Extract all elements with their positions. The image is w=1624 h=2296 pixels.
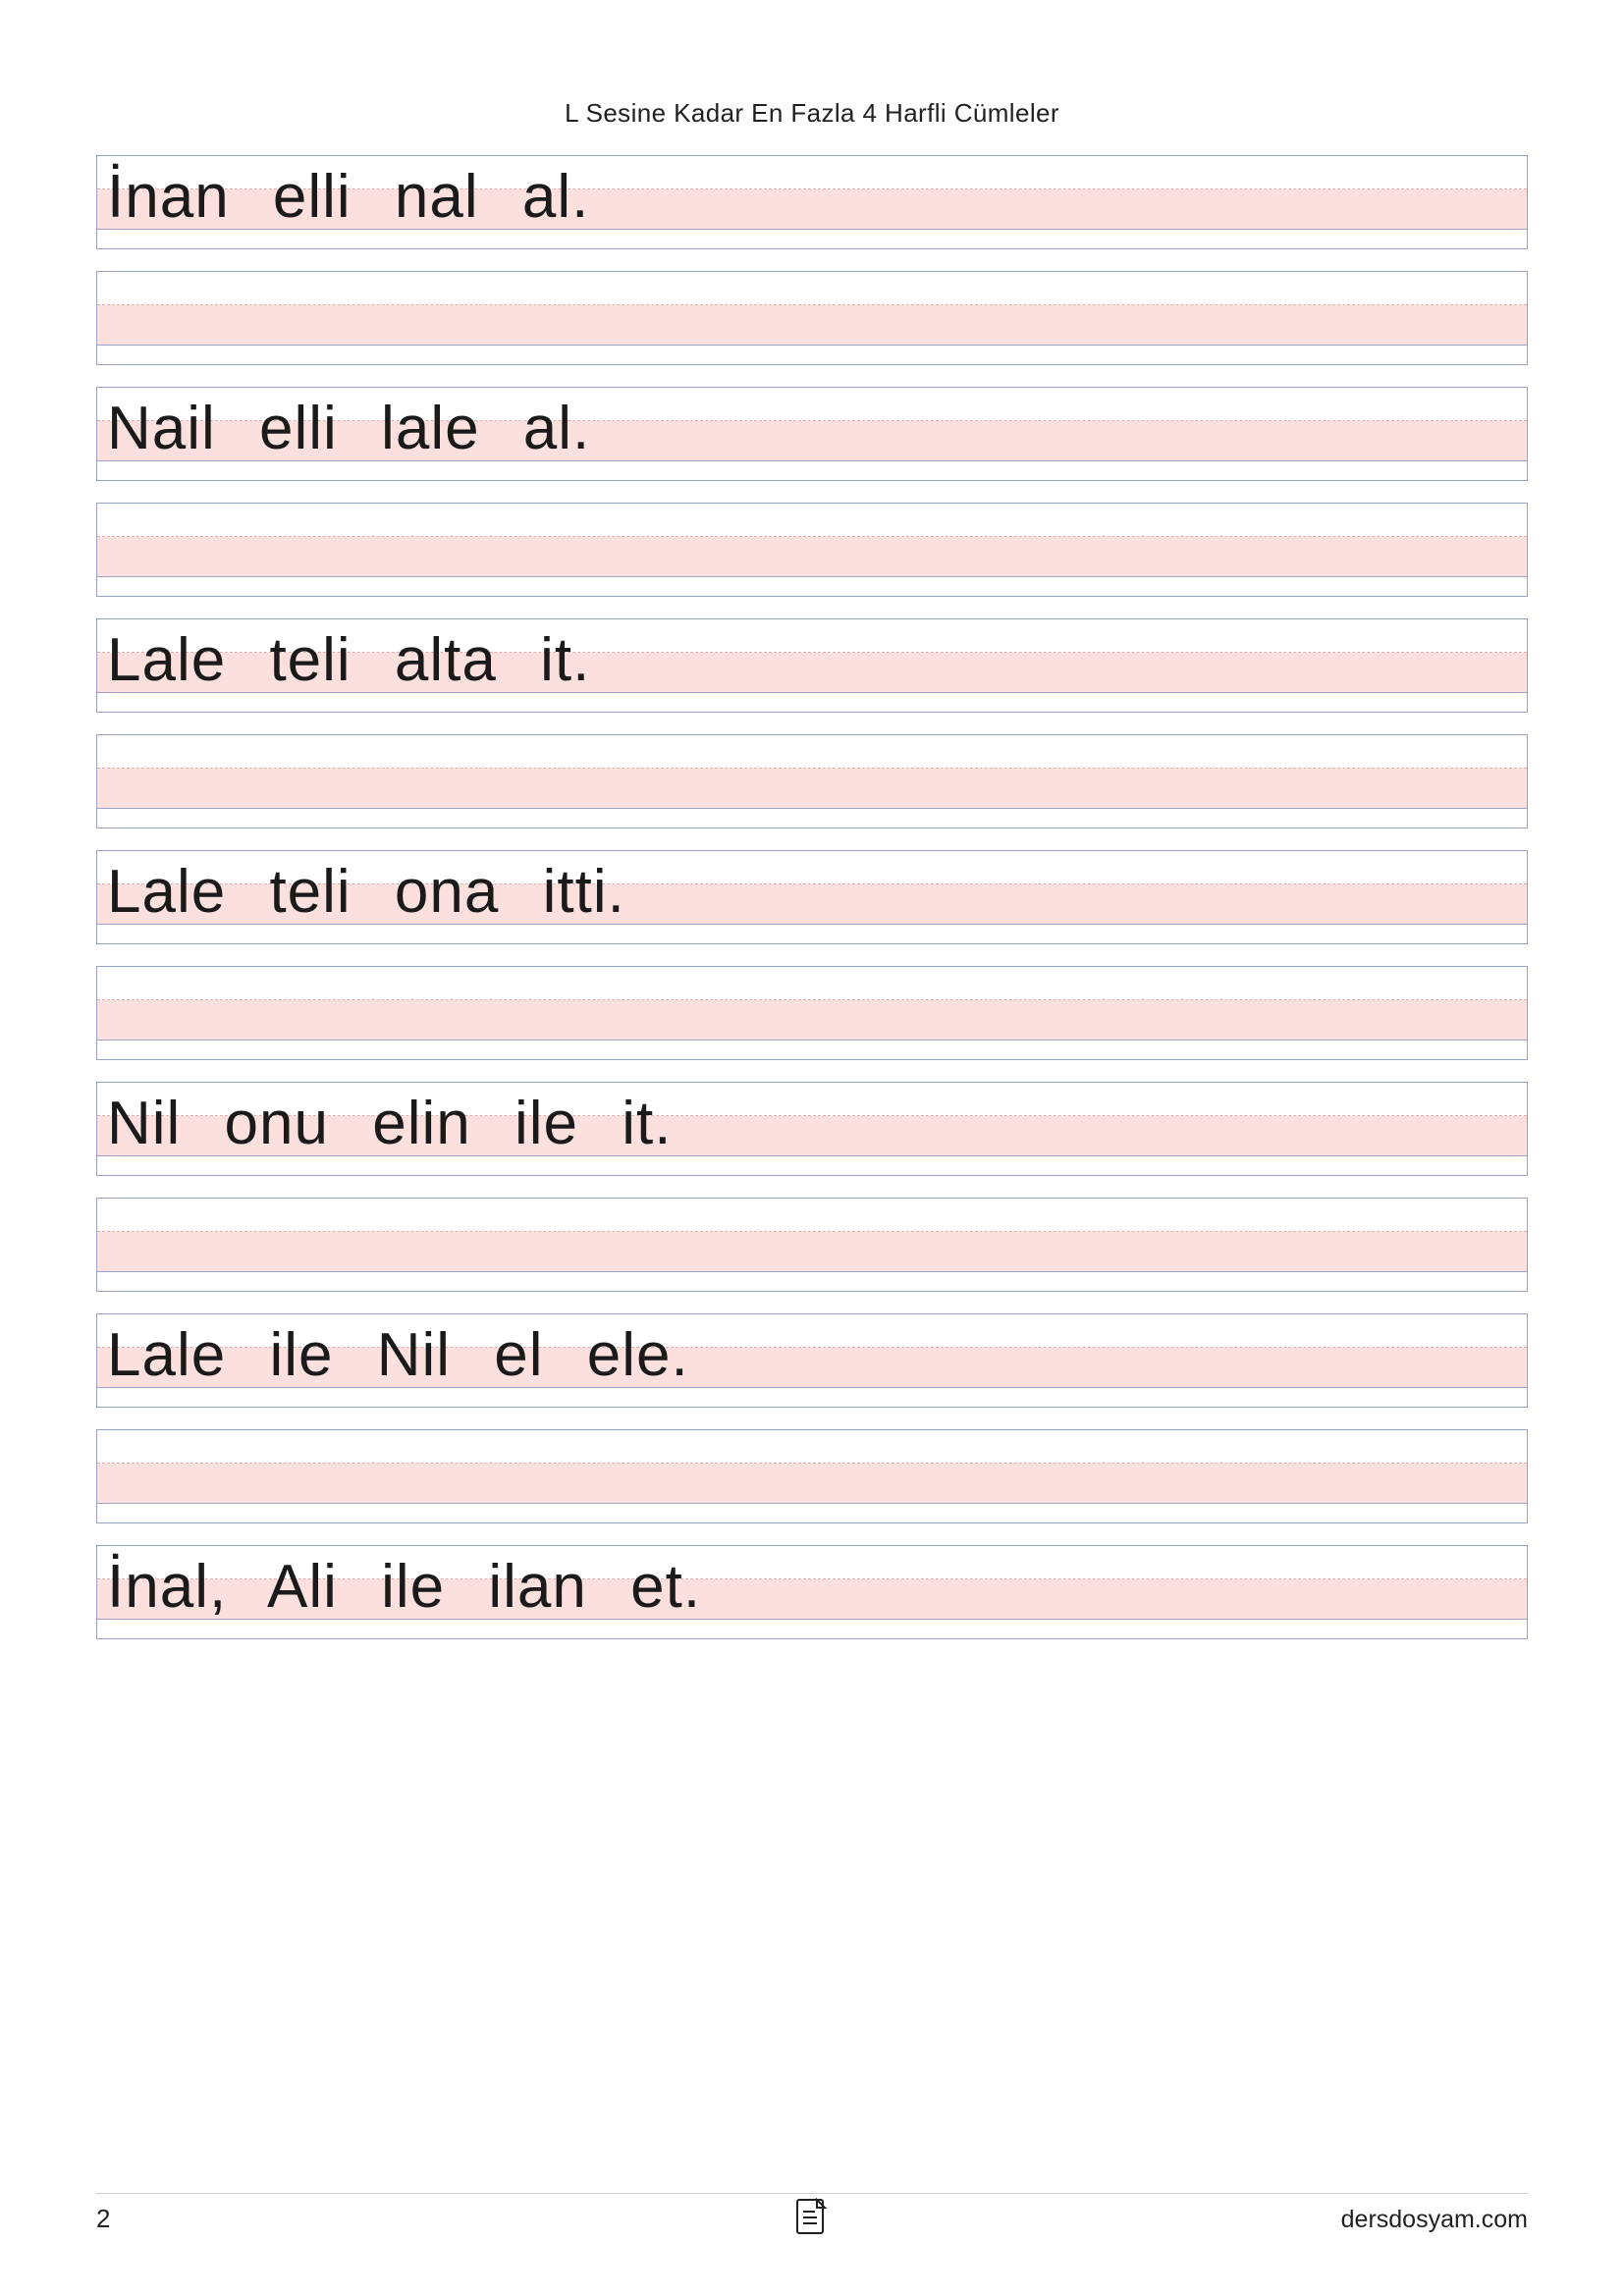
row-group xyxy=(96,387,1528,597)
writing-line[interactable] xyxy=(96,850,1528,944)
line-text: İnan elli nal al. xyxy=(107,163,590,231)
writing-lines-area xyxy=(96,155,1528,1661)
writing-line[interactable] xyxy=(96,155,1528,249)
line-text xyxy=(107,498,1517,592)
row-group xyxy=(96,1313,1528,1523)
line-text: İnal, Ali ile ilan et. xyxy=(107,1553,702,1621)
page-footer xyxy=(96,2204,1528,2243)
site-credit: dersdosyam.com xyxy=(1340,2206,1528,2233)
document-lines-icon xyxy=(795,2198,829,2237)
practice-line[interactable] xyxy=(96,734,1528,828)
row-group xyxy=(96,1545,1528,1639)
line-text: Lale ile Nil el ele. xyxy=(107,1321,689,1389)
page-number: 2 xyxy=(96,2204,111,2233)
practice-line[interactable] xyxy=(96,966,1528,1060)
practice-line[interactable] xyxy=(96,1429,1528,1523)
row-group xyxy=(96,618,1528,828)
line-text xyxy=(107,266,1517,360)
row-group xyxy=(96,155,1528,365)
line-text: Lale teli alta it. xyxy=(107,626,591,694)
footer-divider xyxy=(96,2193,1528,2194)
row-group xyxy=(96,850,1528,1060)
line-text xyxy=(107,961,1517,1055)
line-text: Nil onu elin ile it. xyxy=(107,1090,673,1157)
writing-line[interactable] xyxy=(96,1082,1528,1176)
page-title: L Sesine Kadar En Fazla 4 Harfli Cümleler xyxy=(565,98,1059,128)
writing-line[interactable] xyxy=(96,1313,1528,1408)
writing-line[interactable] xyxy=(96,387,1528,481)
line-text: Nail elli lale al. xyxy=(107,395,591,462)
practice-line[interactable] xyxy=(96,271,1528,365)
line-text xyxy=(107,729,1517,824)
writing-line[interactable] xyxy=(96,618,1528,713)
line-text: Lale teli ona itti. xyxy=(107,858,625,926)
practice-line[interactable] xyxy=(96,503,1528,597)
row-group xyxy=(96,1082,1528,1292)
line-text xyxy=(107,1193,1517,1287)
practice-line[interactable] xyxy=(96,1198,1528,1292)
line-text xyxy=(107,1424,1517,1519)
writing-line[interactable] xyxy=(96,1545,1528,1639)
